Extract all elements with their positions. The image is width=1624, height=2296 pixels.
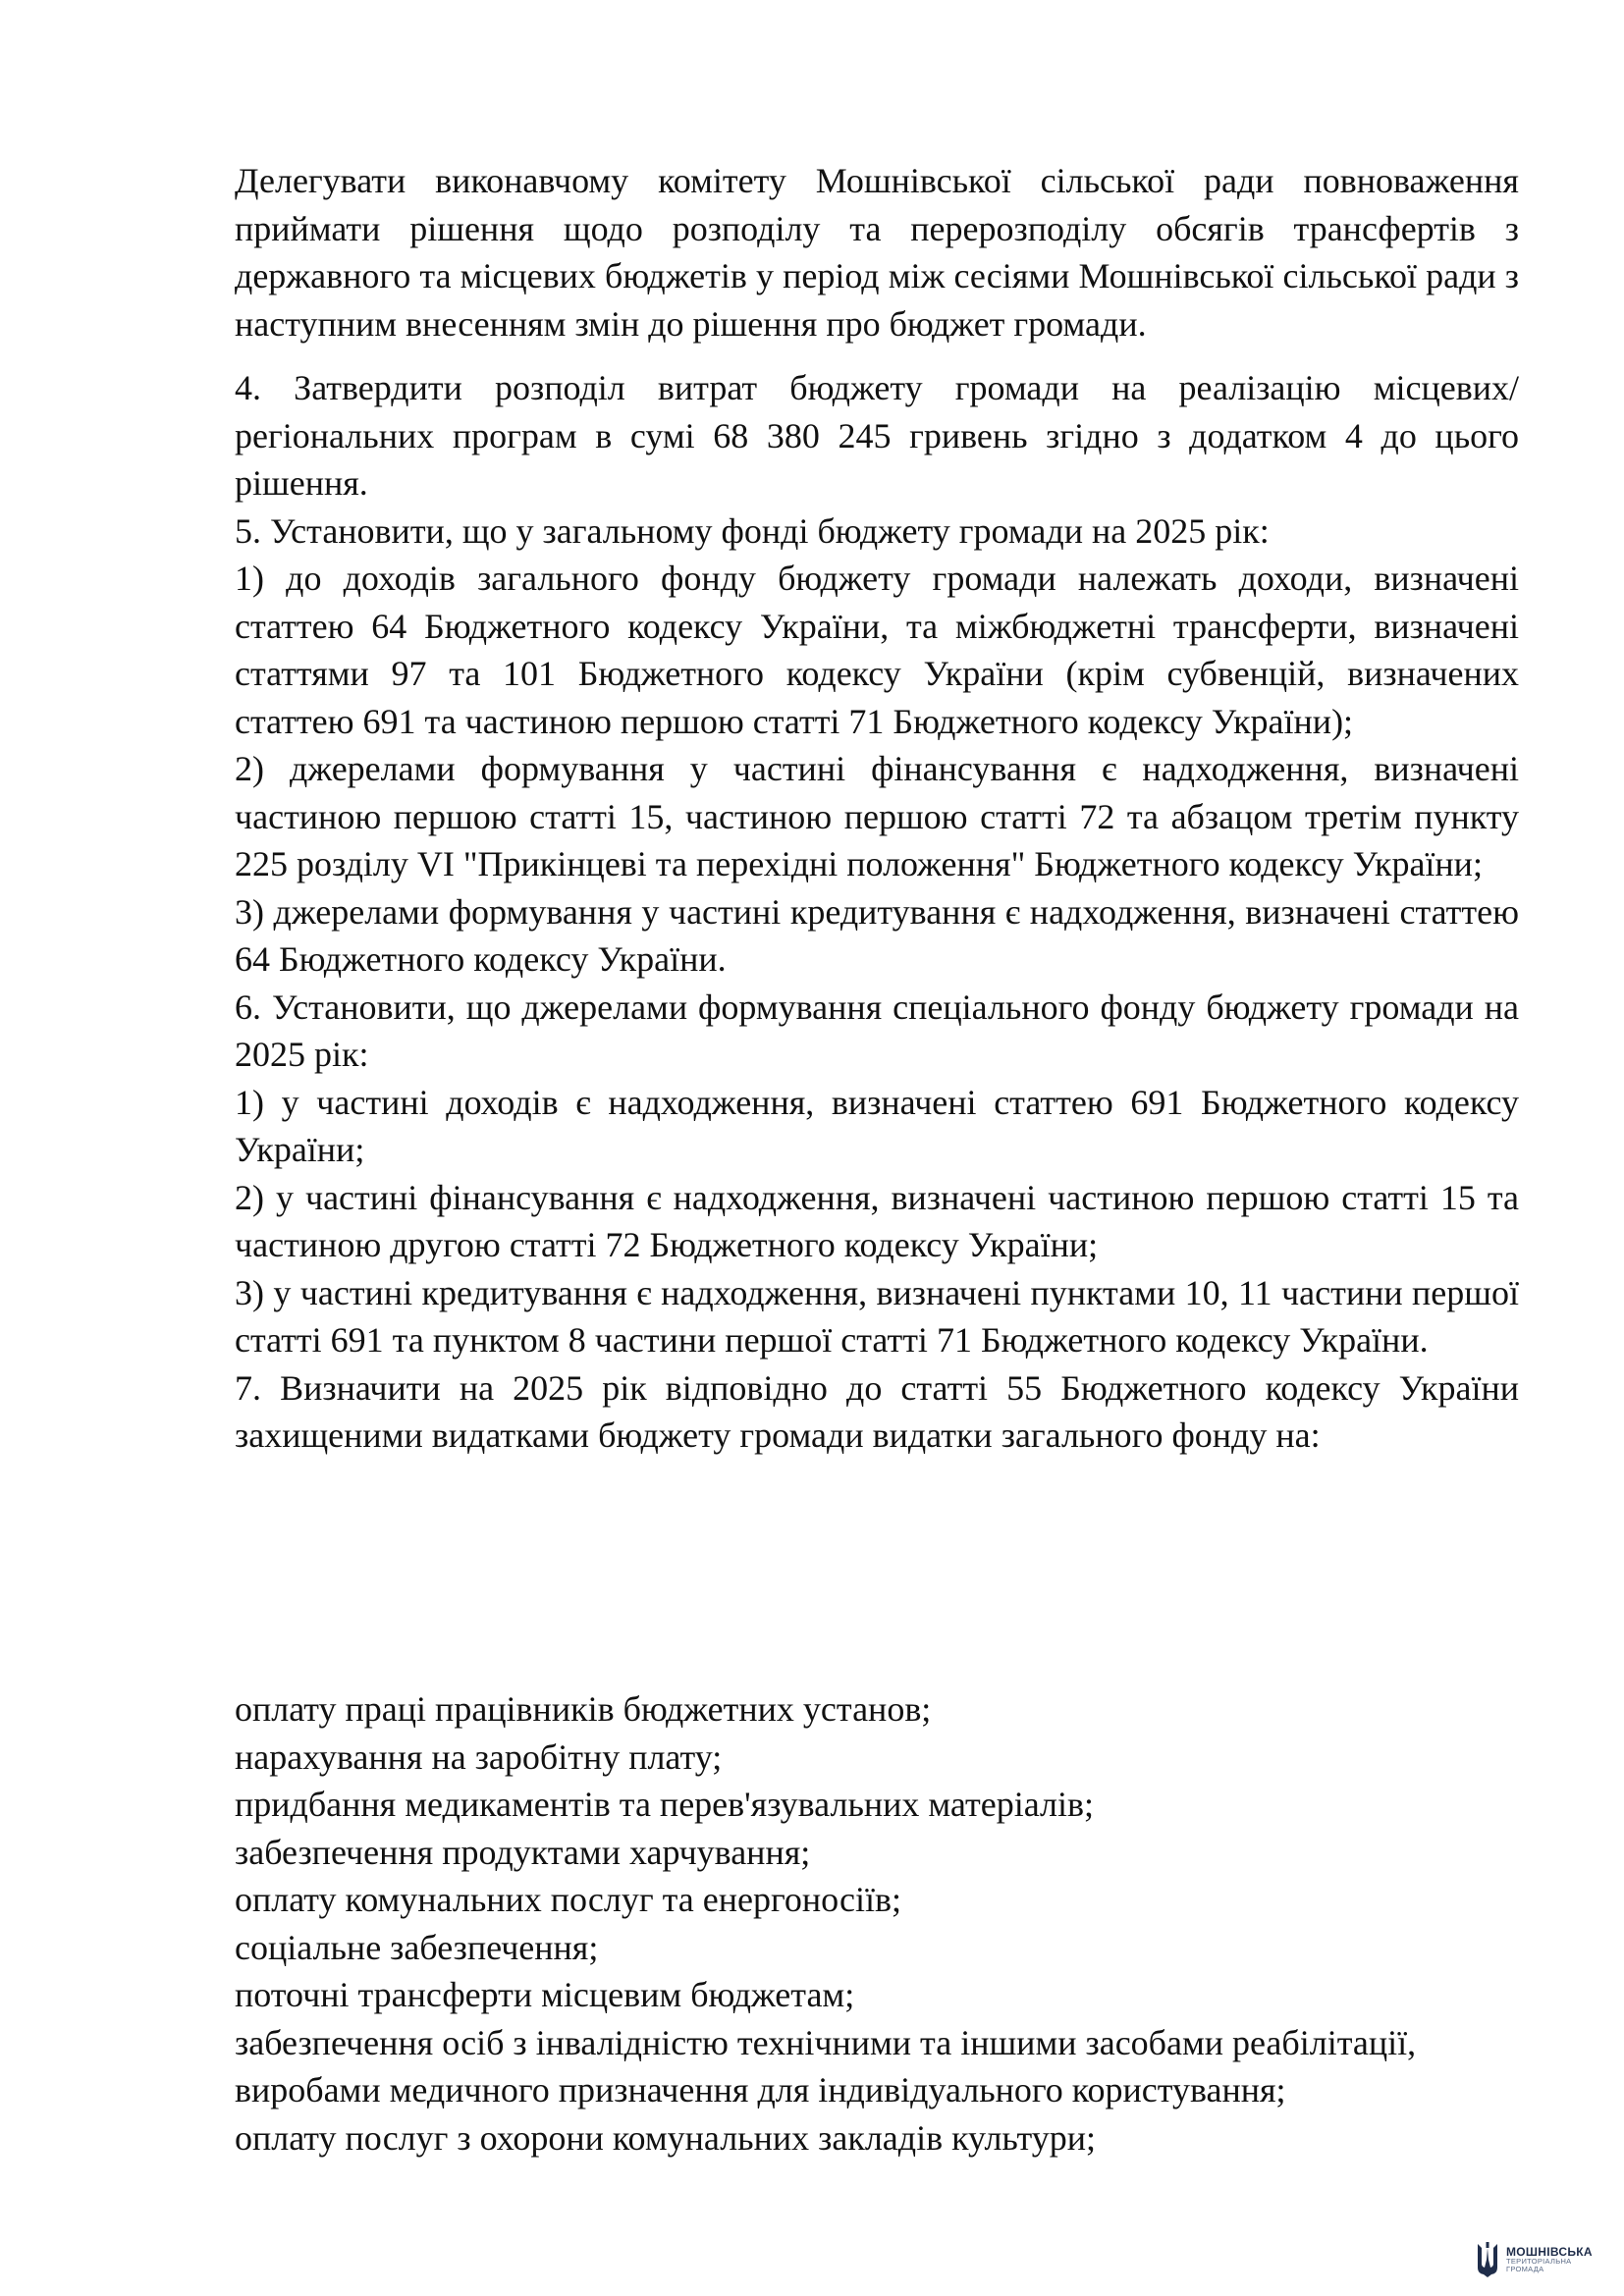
protected-expenses-list (235, 1685, 1519, 2162)
paragraph-5: 5. Установити, що у загальному фонді бюджету громади на 2025 рік: (235, 510, 1270, 551)
logo-text (1506, 2246, 1593, 2273)
section-4-to-7 (235, 364, 1519, 1460)
logo-name: МОШНІВСЬКА (1506, 2244, 1593, 2259)
list-item: оплату комунальних послуг та енергоносіїв; (235, 1880, 902, 1919)
list-item: виробами медичного призначення для індивідуального користування; (235, 2070, 1286, 2109)
paragraph-5-3: 3) джерелами формування у частині кредитування є надходження, визначені статтею 64 Бюджетного кодексу України. (235, 891, 1519, 979)
paragraph-5-2: 2) джерелами формування у частині фінансування є надходження, визначені частиною першою статті 15, частиною першою статті 72 та абзацом третім пункту 225 розділу VI "Прикінцеві та перехідні положення" Бюджетного кодексу України; (235, 749, 1519, 883)
list-item: придбання медикаментів та перев'язувальних матеріалів; (235, 1785, 1094, 1824)
paragraph-6-2: 2) у частині фінансування є надходження, визначені частиною першою статті 15 та частиною другою статті 72 Бюджетного кодексу України; (235, 1177, 1519, 1264)
list-item: оплату праці працівників бюджетних установ; (235, 1689, 932, 1729)
paragraph-6: 6. Установити, що джерелами формування спеціального фонду бюджету громади на 2025 рік: (235, 987, 1519, 1074)
list-item: соціальне забезпечення; (235, 1927, 599, 1967)
paragraph-6-1: 1) у частині доходів є надходження, визначені статтею 691 Бюджетного кодексу України; (235, 1082, 1519, 1169)
paragraph-6-3: 3) у частині кредитування є надходження, визначені пунктами 10, 11 частини першої статті 691 та пунктом 8 частини першої статті 71 Бюджетного кодексу України. (235, 1272, 1519, 1360)
list-item: забезпечення осіб з інвалідністю технічними та іншими засобами реабілітації, (235, 2022, 1417, 2062)
paragraph-4: 4. Затвердити розподіл витрат бюджету громади на реалізацію місцевих/регіональних програм в сумі 68 380 245 гривень згідно з додатком 4 до цього рішення. (235, 368, 1519, 503)
list-item: поточні трансферти місцевим бюджетам; (235, 1975, 855, 2014)
trident-icon (1475, 2240, 1500, 2279)
delegation-paragraph (235, 157, 1519, 347)
community-logo (1475, 2238, 1612, 2281)
list-item: нарахування на заробітну плату; (235, 1736, 723, 1777)
delegation-text: Делегувати виконавчому комітету Мошнівської сільської ради повноваження приймати рішення щодо розподілу та перерозподілу обсягів трансфертів з державного та місцевих бюджетів у період між сесіями Мошнівської сільської ради з наступним внесенням змін до рішення про бюджет громади. (235, 161, 1519, 344)
logo-sub-line-1: ТЕРИТОРІАЛЬНА (1506, 2257, 1572, 2267)
list-item: забезпечення продуктами харчування; (235, 1832, 811, 1872)
paragraph-7: 7. Визначити на 2025 рік відповідно до статті 55 Бюджетного кодексу України захищеними видатками бюджету громади видатки загального фонду на: (235, 1367, 1519, 1455)
list-item: оплату послуг з охорони комунальних закладів культури; (235, 2117, 1097, 2158)
paragraph-5-1: 1) до доходів загального фонду бюджету громади належать доходи, визначені статтею 64 Бюджетного кодексу України, та міжбюджетні трансферти, визначені статтями 97 та 101 Бюджетного кодексу України (крім субвенцій, визначених статтею 691 та частиною першою статті 71 Бюджетного кодексу України); (235, 559, 1519, 741)
logo-sub-line-2: ГРОМАДА (1506, 2265, 1544, 2274)
